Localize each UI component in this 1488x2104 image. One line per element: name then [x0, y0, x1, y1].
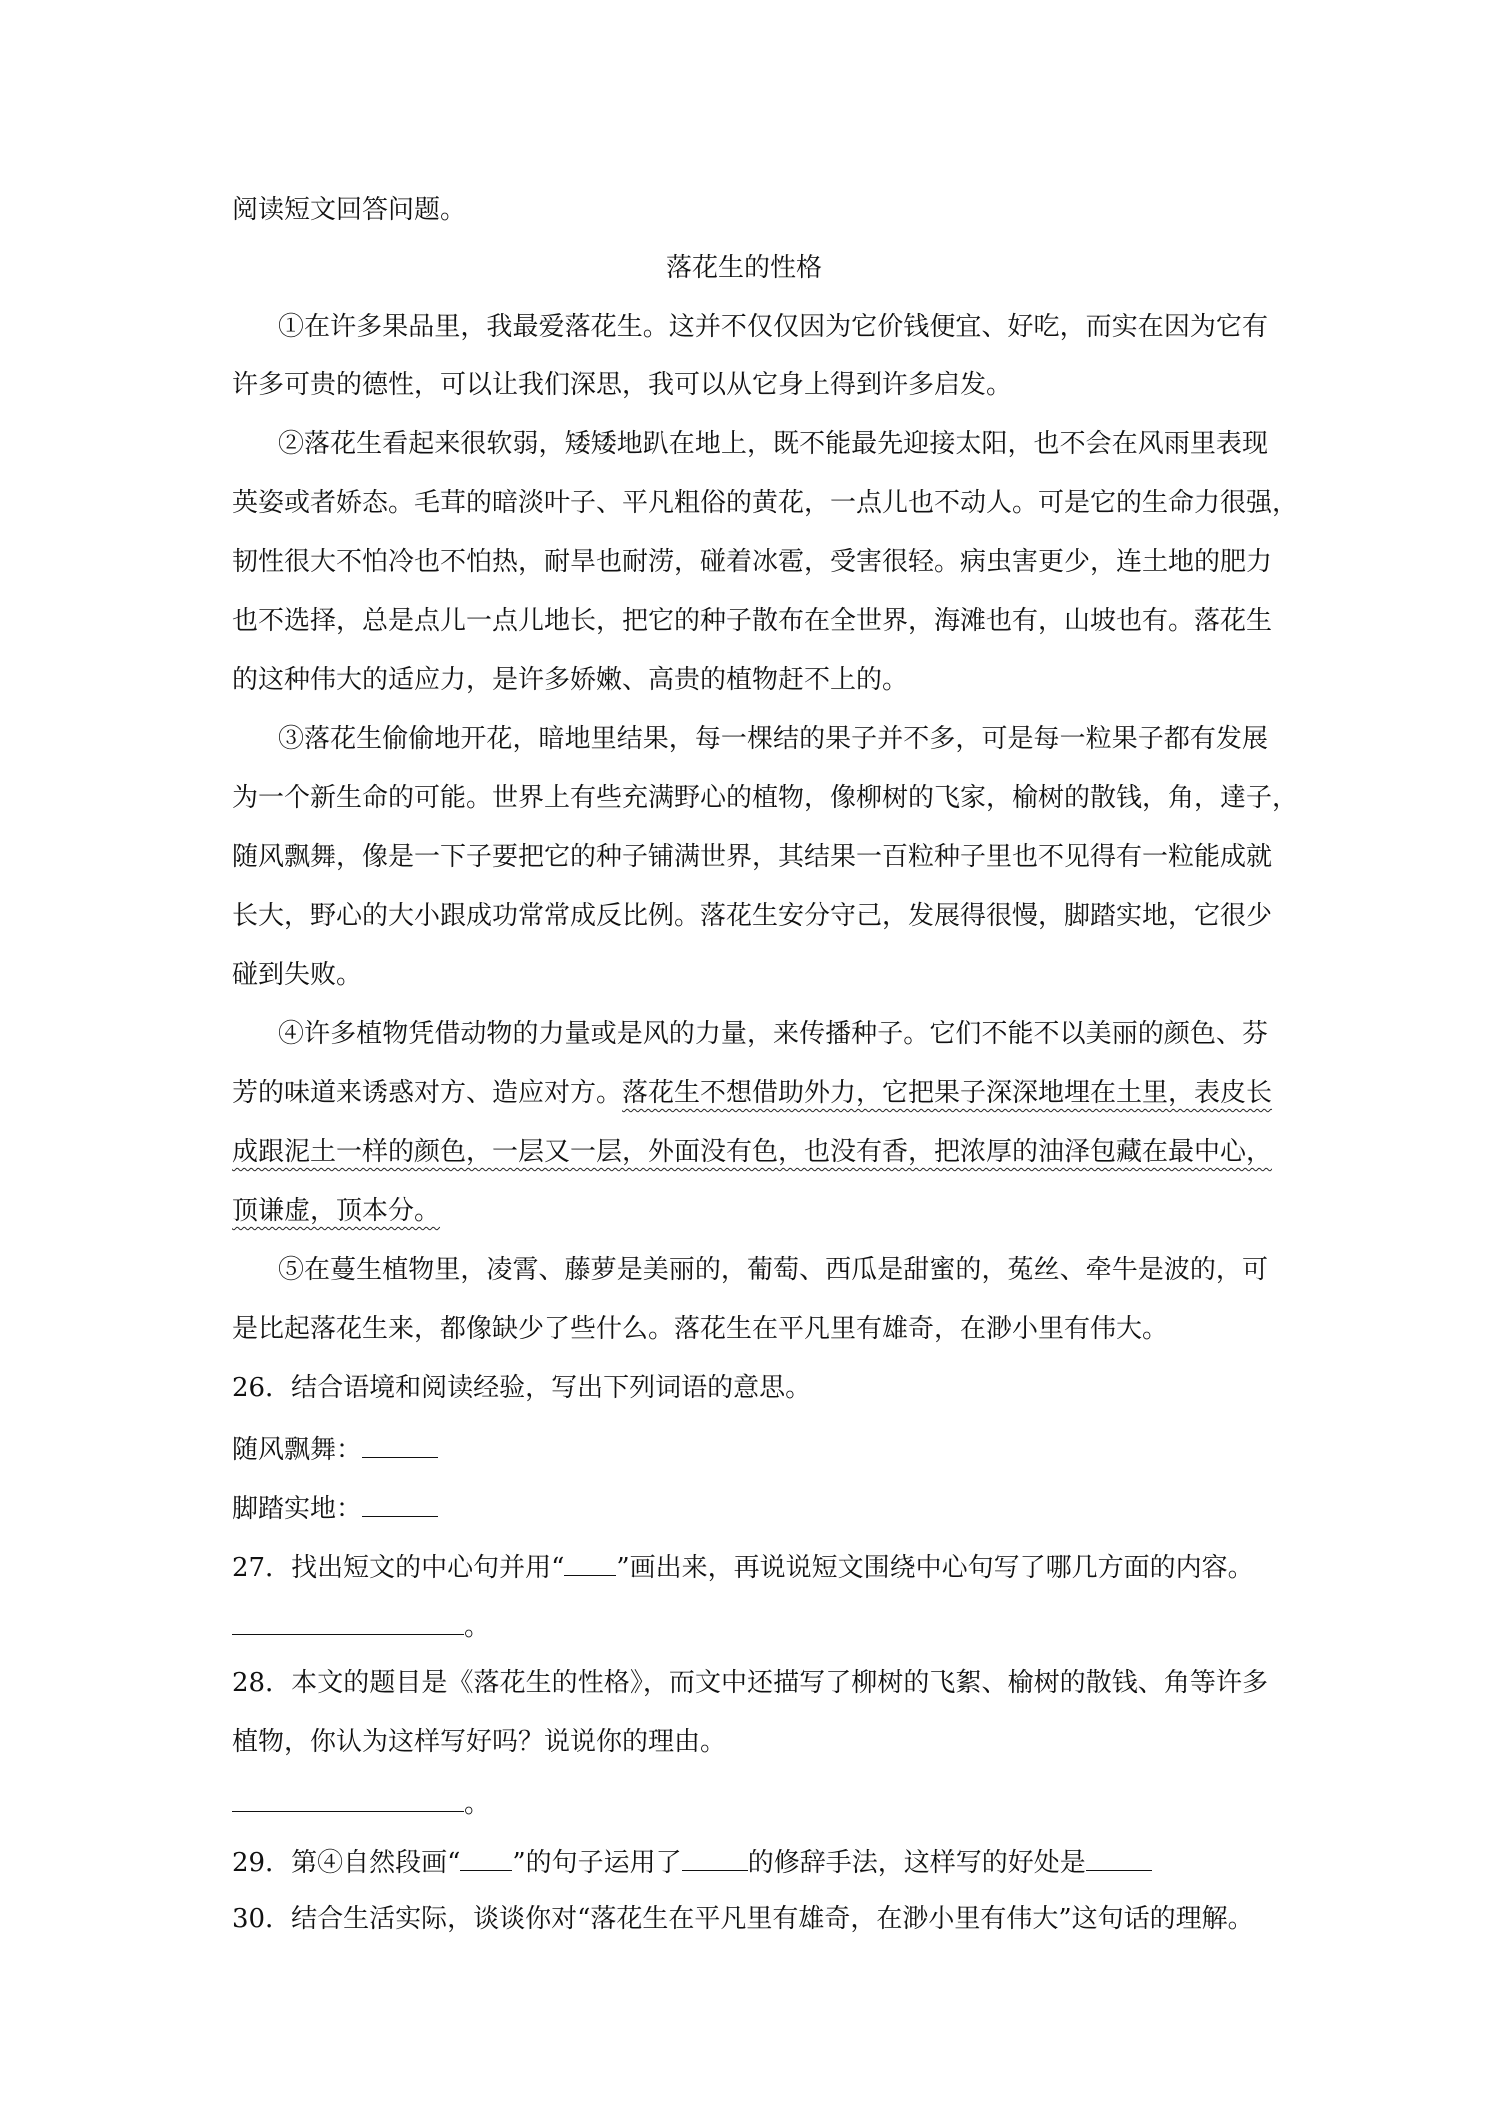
passage-line: ③落花生偷偷地开花，暗地里结果，每一棵结的果子并不多，可是每一粒果子都有发展	[278, 724, 1268, 754]
passage-title: 落花生的性格	[665, 253, 822, 283]
answer-blank[interactable]	[362, 1427, 438, 1458]
question-28-line-1: 28．本文的题目是《落花生的性格》，而文中还描写了柳树的飞絮、榆树的散钱、角等许多	[232, 1668, 1268, 1698]
passage-line: 韧性很大不怕冷也不怕热，耐旱也耐涝，碰着冰雹，受害很轻。病虫害更少，连土地的肥力	[232, 547, 1273, 577]
passage-line: ⑤在蔓生植物里，凌霄、藤萝是美丽的，葡萄、西瓜是甜蜜的，菟丝、牵牛是波的，可	[278, 1255, 1268, 1285]
answer-blank[interactable]	[232, 1604, 464, 1635]
question-26-item-2: 脚踏实地：	[232, 1486, 438, 1529]
answer-blank[interactable]	[682, 1840, 748, 1871]
passage-line-mixed	[232, 1073, 1272, 1113]
answer-blank[interactable]	[1086, 1840, 1152, 1871]
passage-line: ①在许多果品里，我最爱落花生。这并不仅仅因为它价钱便宜、好吃，而实在因为它有	[278, 312, 1268, 342]
question-26-item-1: 随风飘舞：	[232, 1427, 438, 1470]
passage-line: ④许多植物凭借动物的力量或是风的力量，来传播种子。它们不能不以美丽的颜色、芬	[278, 1019, 1268, 1049]
passage-line: 碰到失败。	[232, 960, 363, 990]
wavy-underlined-sentence: 落花生不想借助外力，它把果子深深地埋在土里，表皮长	[622, 1078, 1273, 1108]
wavy-underlined-text: 成跟泥土一样的颜色，一层又一层，外面没有色，也没有香，把浓厚的油泽包藏在最中心，	[232, 1137, 1273, 1167]
passage-line: 许多可贵的德性，可以让我们深思，我可以从它身上得到许多启发。	[232, 370, 1013, 400]
question-30-stem: 30．结合生活实际，谈谈你对“落花生在平凡里有雄奇，在渺小里有伟大”这句话的理解。	[232, 1904, 1254, 1934]
question-28-line-2: 植物，你认为这样写好吗？说说你的理由。	[232, 1727, 727, 1757]
passage-line: 也不选择，总是点儿一点儿地长，把它的种子散布在全世界，海滩也有，山坡也有。落花生	[232, 606, 1273, 636]
answer-blank[interactable]	[362, 1486, 438, 1517]
question-27-stem: 27．找出短文的中心句并用“ ”画出来，再说说短文围绕中心句写了哪几方面的内容。	[232, 1545, 1254, 1588]
question-26-stem: 26．结合语境和阅读经验，写出下列词语的意思。	[232, 1373, 812, 1403]
passage-line: 是比起落花生来，都像缺少了些什么。落花生在平凡里有雄奇，在渺小里有伟大。	[232, 1314, 1169, 1344]
wavy-underlined-text: 顶谦虚，顶本分。	[232, 1196, 441, 1226]
passage-line: 长大，野心的大小跟成功常常成反比例。落花生安分守己，发展得很慢，脚踏实地，它很少	[232, 901, 1273, 931]
underline-sample	[564, 1545, 616, 1576]
underline-sample	[460, 1840, 512, 1871]
passage-line: 随风飘舞，像是一下子要把它的种子铺满世界，其结果一百粒种子里也不见得有一粒能成就	[232, 842, 1273, 872]
passage-line: 为一个新生命的可能。世界上有些充满野心的植物，像柳树的飞家，榆树的散钱，角，達子，	[232, 783, 1299, 813]
question-27-answer: 。	[232, 1604, 490, 1647]
question-29-stem: 29．第④自然段画“ ”的句子运用了 的修辞手法，这样写的好处是	[232, 1840, 1152, 1883]
wavy-underlined-sentence-end	[232, 1191, 440, 1231]
passage-text: 芳的味道来诱惑对方、造应对方。	[232, 1078, 623, 1108]
wavy-underlined-sentence	[232, 1132, 1273, 1172]
passage-line: ②落花生看起来很软弱，矮矮地趴在地上，既不能最先迎接太阳，也不会在风雨里表现	[278, 429, 1268, 459]
question-28-answer: 。	[232, 1781, 490, 1824]
passage-line: 英姿或者娇态。毛茸的暗淡叶子、平凡粗俗的黄花，一点儿也不动人。可是它的生命力很强，	[232, 488, 1299, 518]
instruction: 阅读短文回答问题。	[232, 195, 467, 225]
answer-blank[interactable]	[232, 1781, 464, 1812]
passage-line: 的这种伟大的适应力，是许多娇嫩、高贵的植物赶不上的。	[232, 665, 909, 695]
